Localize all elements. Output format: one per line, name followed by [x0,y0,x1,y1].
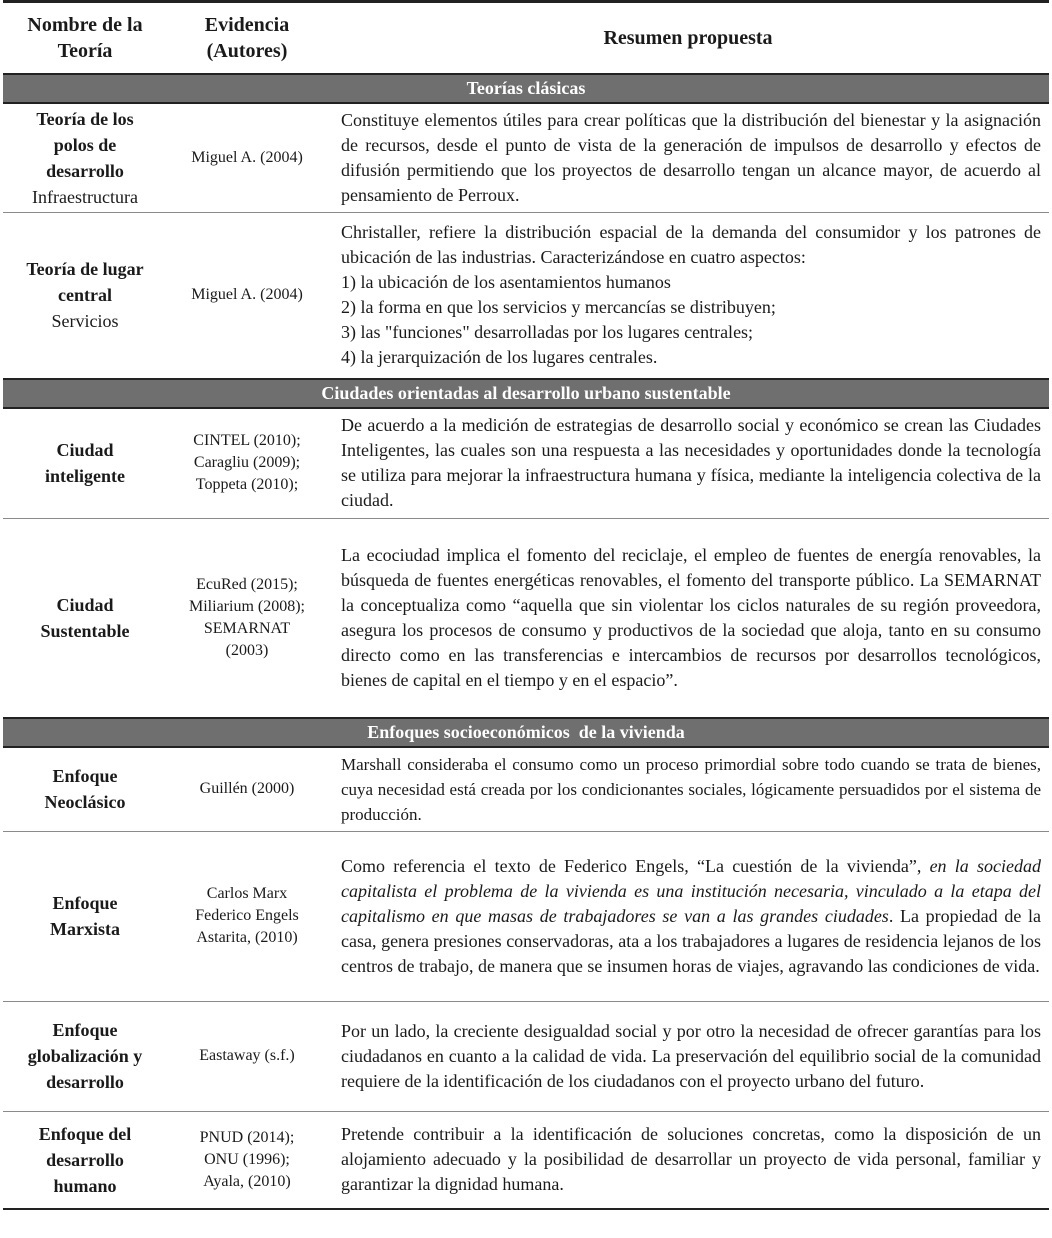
summary-text: Christaller, refiere la distribución espacial de la demanda del consumidor y los patrones de ubicación de las industrias. Caracterizándose en cuatro aspectos: [341,222,1041,268]
theory-name: Enfoque globalización y desarrollo [27,1020,143,1092]
theory-name-cell [3,103,167,213]
section-header [3,379,1049,408]
authors-cell [167,103,327,213]
section-header [3,718,1049,747]
theory-name: Teoría de lugar central [26,259,144,306]
summary-list-item: 3) las "funciones" desarrolladas por los lugares centrales; [341,322,754,343]
table-header [3,2,1049,74]
authors-cell [167,1111,327,1209]
section-title: Teorías clásicas [3,74,1049,103]
table-row [3,518,1049,718]
author: Federico Engels [195,907,299,924]
table-row [3,103,1049,213]
author: Eastaway (s.f.) [199,1047,295,1064]
author: CINTEL (2010); [193,432,301,450]
theory-name: Ciudad inteligente [45,440,125,487]
authors-cell [167,408,327,518]
authors-cell [167,831,327,1001]
theory-name: Ciudad Sustentable [40,594,130,641]
author: EcuRed (2015); [196,575,298,593]
author: Miguel A. (2004) [191,286,303,304]
summary-list-item: 2) la forma en que los servicios y mercancías se distribuyen; [341,297,776,318]
summary-cell: Por un lado, la creciente desigualdad social y por otro la necesidad de ofrecer garantías para los ciudadanos en cuanto a la calidad de vida. La preservación del equilibrio social de la comunidad requiere de la identificación de los ciudadanos con el proyecto urbano del futuro. [327,1001,1049,1111]
author: PNUD (2014); [199,1128,295,1146]
section-title: Ciudades orientadas al desarrollo urbano sustentable [3,379,1049,408]
theory-name-cell [3,831,167,1001]
section-header [3,74,1049,103]
summary-cell: De acuerdo a la medición de estrategias de desarrollo social y económico se crean las Ciudades Inteligentes, las cuales son una respuesta a las necesidades y oportunidades donde la tecnología se utiliza para mejorar la infraestructura humana y física, mediante la inteligencia colectiva de la ciudad. [327,408,1049,518]
authors-cell [167,747,327,831]
table-row [3,408,1049,518]
summary-cell: Constituye elementos útiles para crear políticas que la distribución del bienestar y la asignación de recursos, desde el punto de vista de la generación de impulsos de desarrollo y efectos de difusión permitiendo que los proyectos de desarrollo tengan un alcance mayor, de acuerdo al pensamiento de Perroux. [327,103,1049,213]
authors-cell [167,1001,327,1111]
section-title: Enfoques socioeconómicos de la vivienda [3,718,1049,747]
theory-subtitle: Infraestructura [32,186,138,207]
table-row [3,831,1049,1001]
author: ONU (1996); [204,1150,290,1168]
author: Miguel A. (2004) [191,148,303,166]
summary-cell: La ecociudad implica el fomento del reciclaje, el empleo de fuentes de energía renovables, la búsqueda de fuentes energéticas renovables, el fomento del transporte público. La SEMARNAT la conceptualiza como “aquella que sin violentar los ciclos naturales de su región proveedora, asegura los procesos de consumo y productivos de la sociedad que aloja, tanto en su consumo directo como en las transferencias e intercambios de recursos por desarrollos tecnológicos, bienes de capital en el tiempo y en el espacio”. [327,518,1049,718]
theory-name: Enfoque Neoclásico [44,766,126,813]
theory-subtitle: Servicios [51,311,119,332]
theories-table [3,0,1049,1210]
author: Astarita, (2010) [196,929,298,946]
theory-name-cell [3,408,167,518]
summary-cell: Marshall consideraba el consumo como un proceso primordial sobre todo cuando se trata de bienes, cuya necesidad está creada por los condicionantes sociales, lógicamente persuadidos por el sistema de producción. [327,747,1049,831]
summary-quote: en la sociedad capitalista el problema de la vivienda es una institución necesaria, vinculado a la etapa del capitalismo en que masas de trabajadores se van a las grandes ciudades [341,855,1041,926]
theory-name: Enfoque del desarrollo humano [38,1123,132,1196]
header-summary: Resumen propuesta [603,26,773,49]
table-row [3,1001,1049,1111]
summary-list-item: 4) la jerarquización de los lugares centrales. [341,347,658,368]
theory-name-cell [3,518,167,718]
theory-name: Enfoque Marxista [50,893,120,939]
theory-name-cell [3,1001,167,1111]
author: Ayala, (2010) [203,1172,291,1190]
authors-cell [167,212,327,379]
table-row [3,747,1049,831]
summary-cell [327,212,1049,379]
summary-cell [327,831,1049,1001]
table-row [3,1111,1049,1209]
theory-name: Teoría de los polos de desarrollo [36,108,134,181]
header-theory-name: Nombre de la Teoría [27,13,143,62]
author: (2003) [225,641,269,659]
summary-list-item: 1) la ubicación de los asentamientos humanos [341,272,671,293]
header-evidence: Evidencia (Autores) [204,13,290,62]
author: Guillén (2000) [199,780,295,798]
author: Miliarium (2008); [189,597,305,615]
summary-cell: Pretende contribuir a la identificación de soluciones concretas, como la disposición de un alojamiento adecuado y la posibilidad de desarrollar un proyecto de vida personal, familiar y garantizar la dignidad humana. [327,1111,1049,1209]
authors-cell [167,518,327,718]
theory-name-cell [3,212,167,379]
summary-text: Como referencia el texto de Federico Engels, “La cuestión de la vivienda”, [341,855,930,876]
author: SEMARNAT [203,619,291,637]
summary-text: . La propiedad de la casa, genera presiones conservadoras, ata a los trabajadores a lugares de residencia lejanos de los centros de trabajo, de manera que se insumen horas de viajes, agravando las condiciones de vida. [341,905,1041,976]
author: Carlos Marx [206,885,288,902]
theory-name-cell [3,1111,167,1209]
author: Toppeta (2010); [195,476,299,494]
table-row [3,212,1049,379]
theory-name-cell [3,747,167,831]
author: Caragliu (2009); [193,454,301,472]
